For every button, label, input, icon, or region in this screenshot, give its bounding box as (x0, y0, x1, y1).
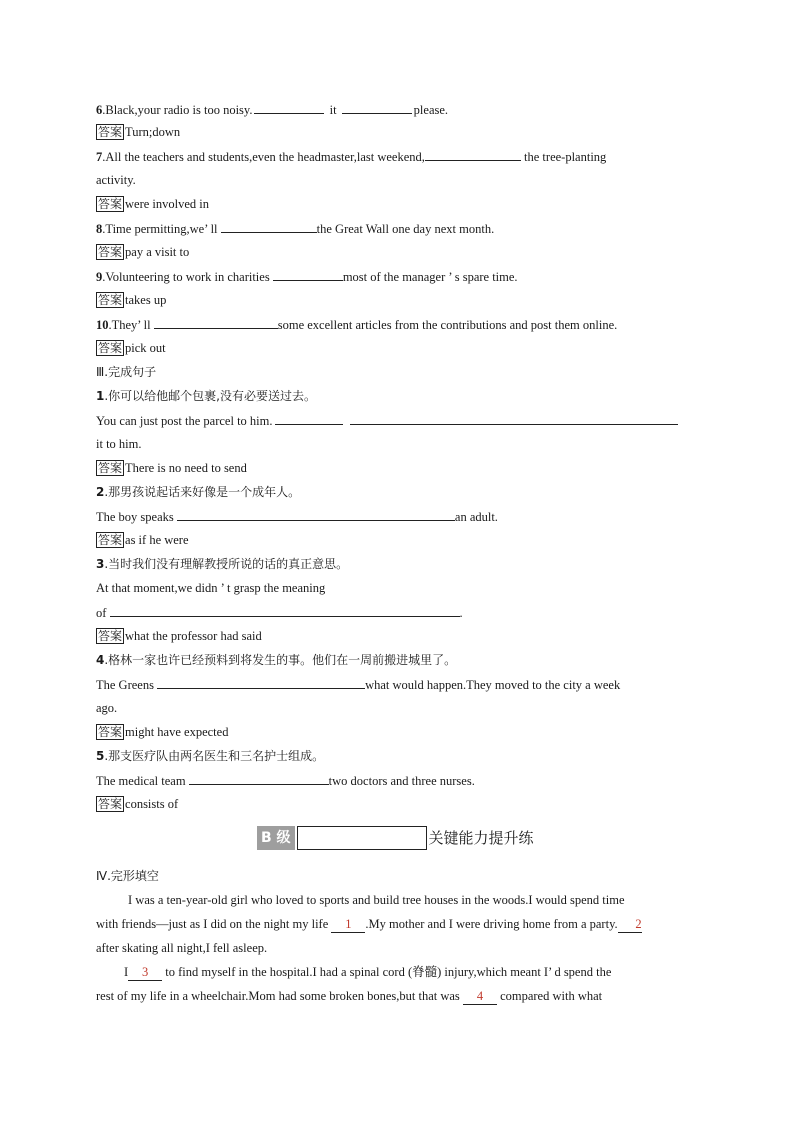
chinese-text: .格林一家也许已经预料到将发生的事。他们在一周前搬进城里了。 (104, 653, 457, 667)
item-number: 7 (96, 150, 103, 164)
item-10 (96, 316, 617, 333)
answer-blank[interactable] (273, 268, 343, 281)
answer-text: what the professor had said (125, 629, 262, 643)
sentence-4-chinese (96, 652, 456, 668)
item-number: 3 (96, 557, 105, 571)
answer-row (96, 196, 209, 212)
answer-blank[interactable] (342, 101, 412, 114)
passage-line (124, 964, 611, 981)
item-text: it (329, 103, 337, 117)
answer-blank[interactable] (275, 412, 343, 425)
item-number: 5 (96, 749, 105, 763)
sentence-3-chinese (96, 556, 348, 572)
answer-blank[interactable] (189, 772, 329, 785)
level-heading (257, 826, 534, 850)
passage-line (96, 988, 602, 1005)
answer-blank[interactable] (154, 316, 278, 329)
item-text: .They’ ll (108, 318, 154, 332)
item-text: please. (413, 103, 449, 117)
item-number: 10 (96, 318, 109, 332)
cloze-blank-3[interactable]: 3 (128, 964, 162, 981)
answer-row (96, 124, 180, 140)
item-text: .Volunteering to work in charities (102, 270, 273, 284)
item-8 (96, 220, 494, 237)
english-text: of (96, 606, 110, 620)
item-text: some excellent articles from the contributions and post them online. (277, 318, 618, 332)
answer-text: takes up (125, 293, 167, 307)
sentence-1-continuation: it to him. (96, 437, 142, 451)
sentence-1-chinese (96, 388, 316, 404)
section-4-title: Ⅳ.完形填空 (96, 869, 159, 883)
answer-tag: 答案 (98, 797, 123, 811)
english-text: The medical team (96, 774, 189, 788)
answer-blank[interactable] (177, 508, 455, 521)
item-text: .Time permitting,we’ ll (102, 222, 221, 236)
english-text: The boy speaks (96, 510, 177, 524)
english-text: what would happen.They moved to the city a week (365, 678, 621, 692)
item-text: .Black,your radio is too noisy. (102, 103, 253, 117)
item-number: 8 (96, 222, 103, 236)
sentence-1-english (96, 412, 678, 429)
answer-text: pick out (125, 341, 166, 355)
chinese-text: .那男孩说起话来好像是一个成年人。 (104, 485, 301, 499)
section-3-title: Ⅲ.完成句子 (96, 365, 157, 379)
answer-row (96, 340, 166, 356)
chinese-text: .你可以给他邮个包裹,没有必要送过去。 (104, 389, 316, 403)
item-text: most of the manager ’ s spare time. (342, 270, 518, 284)
answer-tag: 答案 (98, 197, 123, 211)
answer-text: were involved in (125, 197, 210, 211)
answer-tag: 答案 (98, 725, 123, 739)
answer-tag: 答案 (98, 629, 123, 643)
answer-text: There is no need to send (125, 461, 247, 475)
answer-row (96, 244, 189, 260)
sentence-5-english (96, 772, 475, 789)
sentence-3-english: At that moment,we didn ’ t grasp the meaning (96, 581, 326, 595)
sentence-4-continuation: ago. (96, 701, 118, 715)
answer-blank[interactable] (221, 220, 317, 233)
answer-tag: 答案 (98, 125, 123, 139)
answer-text: consists of (125, 797, 179, 811)
chinese-text: .那支医疗队由两名医生和三名护士组成。 (104, 749, 325, 763)
answer-blank[interactable] (254, 101, 324, 114)
english-text: two doctors and three nurses. (328, 774, 475, 788)
item-6 (96, 101, 448, 118)
level-title-box (297, 826, 427, 850)
passage-text: with friends—just as I did on the night my life (96, 917, 332, 931)
passage-text: to find myself in the hospital.I had a spinal cord (脊髓) injury,which meant I’ d spend the (162, 965, 612, 979)
sentence-2-chinese (96, 484, 300, 500)
sentence-5-chinese (96, 748, 324, 764)
cloze-blank-4[interactable]: 4 (463, 988, 497, 1005)
english-text: . (459, 606, 463, 620)
answer-row (96, 724, 228, 740)
answer-tag: 答案 (98, 341, 123, 355)
level-badge: B 级 (257, 826, 295, 850)
item-number: 2 (96, 485, 105, 499)
english-text: The Greens (96, 678, 158, 692)
item-9 (96, 268, 518, 285)
english-text: an adult. (454, 510, 498, 524)
answer-text: might have expected (125, 725, 229, 739)
answer-tag: 答案 (98, 533, 123, 547)
item-text: the Great Wall one day next month. (316, 222, 495, 236)
item-number: 6 (96, 103, 103, 117)
answer-text: pay a visit to (125, 245, 190, 259)
answer-tag: 答案 (98, 461, 123, 475)
sentence-3-continuation (96, 604, 463, 621)
passage-text: compared with what (496, 989, 603, 1003)
passage-text: .My mother and I were driving home from a party. (365, 917, 618, 931)
cloze-blank-2[interactable]: 2 (618, 916, 642, 933)
answer-blank[interactable] (425, 148, 521, 161)
answer-blank[interactable] (350, 412, 678, 425)
answer-blank[interactable] (157, 676, 365, 689)
answer-text: as if he were (125, 533, 189, 547)
level-title: 关键能力提升练 (428, 829, 534, 847)
item-number: 4 (96, 653, 105, 667)
passage-line: after skating all night,I fell asleep. (96, 941, 268, 955)
answer-row (96, 532, 189, 548)
item-text: the tree-planting (520, 150, 607, 164)
answer-row (96, 460, 247, 476)
sentence-4-english (96, 676, 620, 693)
chinese-text: .当时我们没有理解教授所说的话的真正意思。 (104, 557, 349, 571)
answer-tag: 答案 (98, 245, 123, 259)
item-number: 1 (96, 389, 105, 403)
item-number: 9 (96, 270, 103, 284)
passage-text: I (124, 965, 129, 979)
passage-text: rest of my life in a wheelchair.Mom had some broken bones,but that was (96, 989, 463, 1003)
answer-blank[interactable] (110, 604, 460, 617)
passage-line: I was a ten-year-old girl who loved to sports and build tree houses in the woods.I would spend time (128, 893, 625, 907)
english-text: You can just post the parcel to him. (96, 414, 273, 428)
answer-row (96, 796, 178, 812)
item-7-continuation: activity. (96, 173, 136, 187)
answer-text: Turn;down (125, 125, 181, 139)
answer-row (96, 628, 262, 644)
passage-line (96, 916, 642, 933)
cloze-blank-1[interactable]: 1 (331, 916, 365, 933)
answer-row (96, 292, 166, 308)
sentence-2-english (96, 508, 498, 525)
item-7 (96, 148, 606, 165)
answer-tag: 答案 (98, 293, 123, 307)
item-text: .All the teachers and students,even the headmaster,last weekend, (102, 150, 425, 164)
